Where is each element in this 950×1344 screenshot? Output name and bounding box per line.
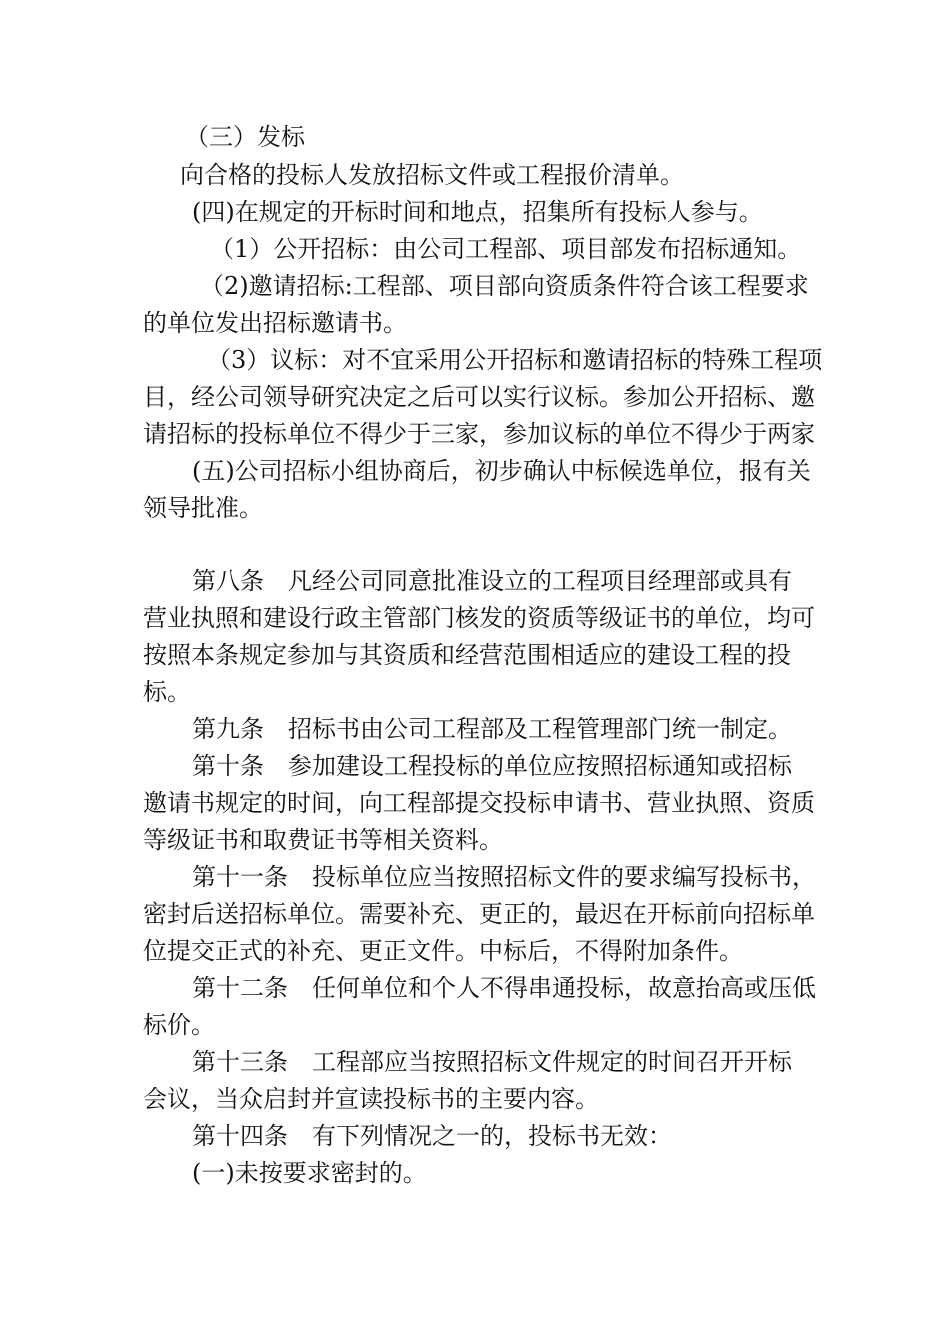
paragraph-line: 标价。 [143,1011,215,1039]
paragraph-line: 邀请书规定的时间，向工程部提交投标申请书、营业执照、资质 [143,789,815,817]
list-item-unsealed: (一)未按要求密封的。 [192,1159,427,1187]
paragraph-line: 标。 [143,678,191,706]
article-8-line: 第八条 凡经公司同意批准设立的工程项目经理部或具有 [192,567,792,595]
article-12-line: 第十二条 任何单位和个人不得串通投标，故意抬高或压低 [192,974,816,1002]
paragraph-line: 会议，当众启封并宣读投标书的主要内容。 [143,1085,599,1113]
subsection-line: (四)在规定的开标时间和地点，招集所有投标人参与。 [192,198,763,226]
article-13-line: 第十三条 工程部应当按照招标文件规定的时间召开开标 [192,1048,792,1076]
article-9-line: 第九条 招标书由公司工程部及工程管理部门统一制定。 [192,715,792,743]
article-11-line: 第十一条 投标单位应当按照招标文件的要求编写投标书， [192,863,816,891]
list-item-negotiated-tender: （3）议标：对不宜采用公开招标和邀请招标的特殊工程项 [207,346,823,374]
paragraph-line: 等级证书和取费证书等相关资料。 [143,826,503,854]
article-14-line: 第十四条 有下列情况之一的，投标书无效： [192,1122,672,1150]
list-item-invited-tender: （2)邀请招标:工程部、项目部向资质条件符合该工程要求 [200,272,809,300]
paragraph-line: 向合格的投标人发放招标文件或工程报价清单。 [180,161,684,189]
list-item-public-tender: （1）公开招标：由公司工程部、项目部发布招标通知。 [210,235,802,263]
paragraph-line: 营业执照和建设行政主管部门核发的资质等级证书的单位，均可 [143,604,815,632]
paragraph-line: 密封后送招标单位。需要补充、更正的，最迟在开标前向招标单 [143,900,815,928]
paragraph-line: 位提交正式的补充、更正文件。中标后，不得附加条件。 [143,937,743,965]
paragraph-line: 领导批准。 [143,494,263,522]
article-10-line: 第十条 参加建设工程投标的单位应按照招标通知或招标 [192,752,792,780]
paragraph-line: 的单位发出招标邀请书。 [143,309,407,337]
paragraph-line: 按照本条规定参加与其资质和经营范围相适应的建设工程的投 [143,641,791,669]
paragraph-line: 目，经公司领导研究决定之后可以实行议标。参加公开招标、邀 [143,383,815,411]
paragraph-line: 请招标的投标单位不得少于三家，参加议标的单位不得少于两家 [143,420,815,448]
subsection-heading-bid-issuance: （三）发标 [185,123,305,151]
subsection-line: (五)公司招标小组协商后，初步确认中标候选单位，报有关 [192,457,811,485]
